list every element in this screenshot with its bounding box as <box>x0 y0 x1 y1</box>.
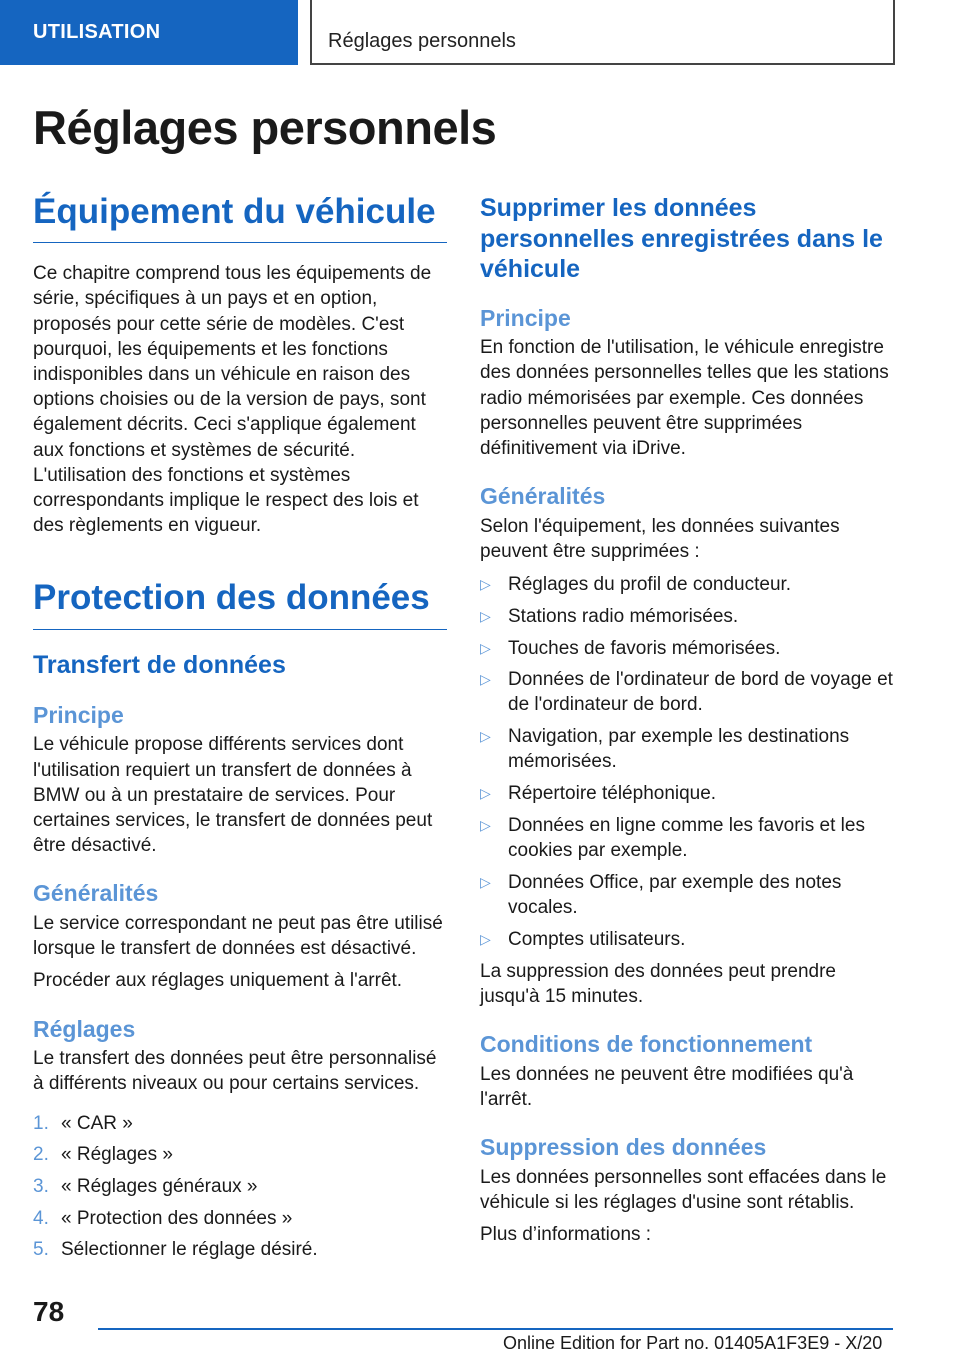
heading-principe-right: Principe <box>480 304 571 331</box>
list-item-text: Données en ligne comme les favoris et les cookies par exemple. <box>508 814 865 861</box>
triangle-bullet-icon: ▷ <box>480 785 491 802</box>
list-item <box>480 870 894 920</box>
paragraph-generalites-left-2: Procéder aux réglages uniquement à l'arrêt. <box>33 970 403 992</box>
deletable-data-list <box>480 572 894 952</box>
step-text: « Réglages généraux » <box>61 1175 258 1197</box>
list-item-text: Données Office, par exemple des notes vocales. <box>508 871 842 918</box>
step-number: 5. <box>33 1239 49 1261</box>
left-column <box>33 190 447 1263</box>
page-number: 78 <box>33 1296 65 1327</box>
list-item-text: Navigation, par exemple les destinations mémorisées. <box>508 726 850 773</box>
step-text: Sélectionner le réglage désiré. <box>61 1239 318 1261</box>
triangle-bullet-icon: ▷ <box>480 873 491 890</box>
heading-conditions: Conditions de fonctionnement <box>480 1031 813 1058</box>
heading-principe-left: Principe <box>33 701 124 728</box>
paragraph-suppression: Les données personnelles sont effacées dans le véhicule si les réglages d'usine sont rétablis. <box>480 1166 887 1213</box>
step-text: « Réglages » <box>61 1144 173 1166</box>
page-title: Réglages personnels <box>33 101 497 154</box>
triangle-bullet-icon: ▷ <box>480 930 491 947</box>
section-tab: UTILISATION <box>0 0 298 65</box>
step-number: 4. <box>33 1207 49 1229</box>
paragraph-generalites-left-1: Le service correspondant ne peut pas être utilisé lorsque le transfert de données est désactivé. <box>33 912 443 960</box>
heading-generalites-left: Généralités <box>33 880 159 907</box>
right-column <box>480 190 894 1247</box>
step-number: 3. <box>33 1175 49 1197</box>
paragraph-principe-left: Le véhicule propose différents services dont l'utilisation requiert un transfert de données à BMW ou à un prestataire de services. Pour certaines services, le transfert de données peut être désactivé. <box>33 734 433 857</box>
paragraph-plus-info: Plus d’informations : <box>480 1224 652 1246</box>
heading-suppression: Suppression des données <box>480 1134 767 1161</box>
heading-reglages: Réglages <box>33 1015 136 1042</box>
triangle-bullet-icon: ▷ <box>480 576 491 593</box>
steps-list <box>33 1111 447 1263</box>
footer-divider <box>98 1328 893 1330</box>
heading-protection: Protection des données <box>33 578 447 629</box>
list-item <box>480 724 894 774</box>
step-item <box>33 1142 447 1167</box>
paragraph-conditions: Les données ne peuvent être modifiées qu'à l'arrêt. <box>480 1063 854 1110</box>
list-item-text: Répertoire téléphonique. <box>508 783 717 805</box>
list-item <box>480 927 894 952</box>
list-item <box>480 572 894 597</box>
step-text: « CAR » <box>61 1112 133 1134</box>
list-item <box>480 604 894 629</box>
triangle-bullet-icon: ▷ <box>480 671 491 688</box>
triangle-bullet-icon: ▷ <box>480 639 491 656</box>
heading-equipement: Équipement du véhicule <box>33 192 447 243</box>
triangle-bullet-icon: ▷ <box>480 728 491 745</box>
footer-edition: Online Edition for Part no. 01405A1F3E9 - X/20 <box>503 1333 883 1353</box>
step-number: 1. <box>33 1112 49 1134</box>
step-number: 2. <box>33 1144 49 1166</box>
list-item <box>480 813 894 863</box>
step-item <box>33 1174 447 1199</box>
list-item <box>480 636 894 661</box>
list-item-text: Touches de favoris mémorisées. <box>508 637 781 659</box>
paragraph-equipement: Ce chapitre comprend tous les équipements de série, spécifiques à un pays et en option, proposés pour cette série de modèles. C'est pourquoi, les équipements et les fonctions indisponibles dans un véhicule en raison des options choisies ou de la version de pays, sont également décrits. Ceci s'applique également aux fonctions et systèmes de sécurité. L'utilisation des fonctions et systèmes correspondants implique le respect des lois et des règlements en vigueur. <box>33 263 432 537</box>
heading-transfert: Transfert de données <box>33 650 286 679</box>
list-item-text: Données de l'ordinateur de bord de voyage et de l'ordinateur de bord. <box>508 669 893 716</box>
list-item <box>480 781 894 806</box>
step-item <box>33 1111 447 1136</box>
list-item-text: Réglages du profil de conducteur. <box>508 574 792 596</box>
heading-generalites-right: Généralités <box>480 483 606 510</box>
step-item <box>33 1206 447 1231</box>
paragraph-principe-right: En fonction de l'utilisation, le véhicule enregistre des données personnelles telles que les stations radio mémorisées par exemple. Ces données personnelles peuvent être supprimées définitivement via iDrive. <box>480 337 889 459</box>
list-item-text: Comptes utilisateurs. <box>508 928 686 950</box>
paragraph-suppression-note: La suppression des données peut prendre jusqu'à 15 minutes. <box>480 960 836 1007</box>
list-item <box>480 667 894 717</box>
topic-tab: Réglages personnels <box>310 0 895 65</box>
list-item-text: Stations radio mémorisées. <box>508 605 739 627</box>
paragraph-reglages: Le transfert des données peut être personnalisé à différents niveaux ou pour certains services. <box>33 1048 437 1095</box>
paragraph-generalites-right: Selon l'équipement, les données suivantes peuvent être supprimées : <box>480 515 840 562</box>
step-text: « Protection des données » <box>61 1207 293 1229</box>
triangle-bullet-icon: ▷ <box>480 607 491 624</box>
heading-supprimer: Supprimer les données personnelles enregistrées dans le véhicule <box>480 194 883 283</box>
step-item <box>33 1237 447 1262</box>
triangle-bullet-icon: ▷ <box>480 816 491 833</box>
